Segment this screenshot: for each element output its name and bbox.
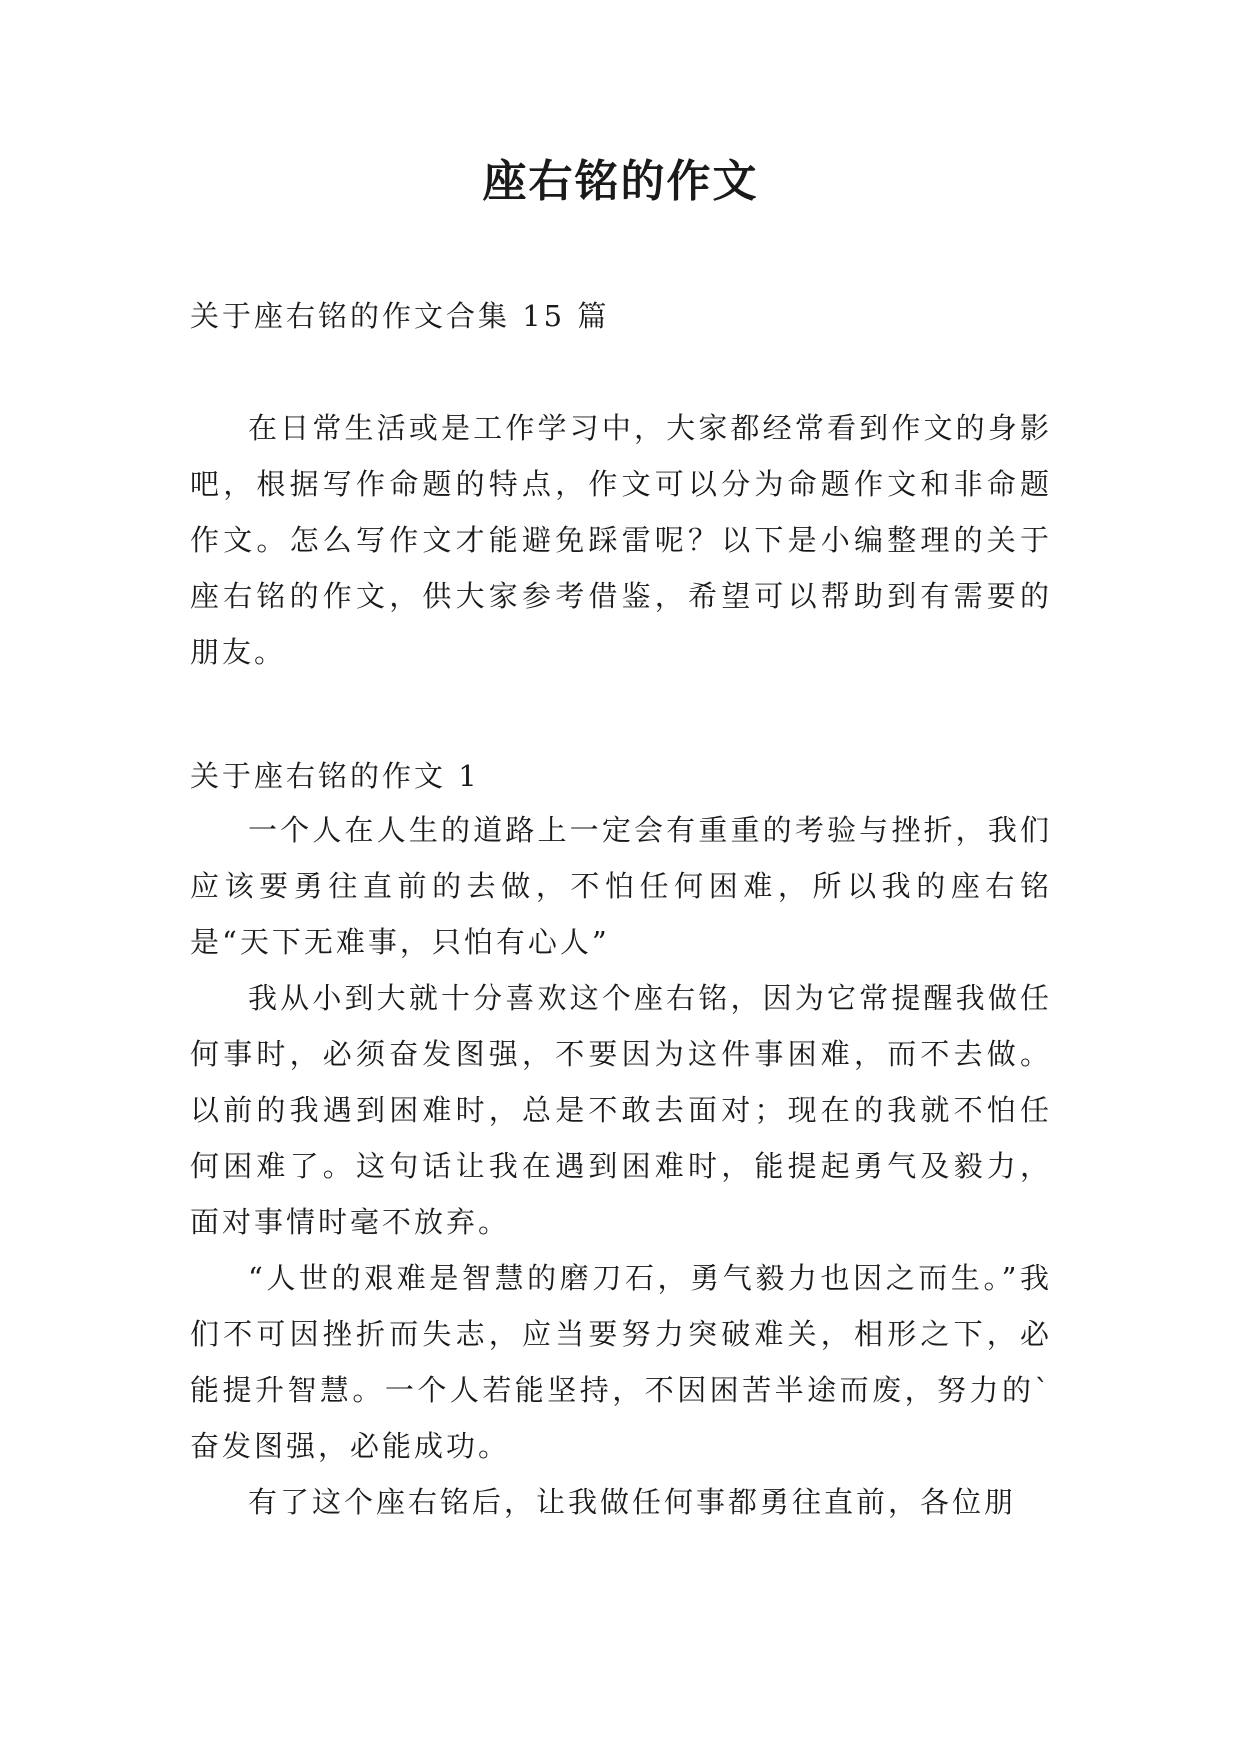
essay-1-paragraph: “人世的艰难是智慧的磨刀石，勇气毅力也因之而生。”我们不可因挫折而失志，应当要努力突破难关，相形之下，必能提升智慧。一个人若能坚持，不因困苦半途而废，努力的`奋发图强，必能成功。 — [190, 1261, 1052, 1463]
essay-1-body — [190, 802, 1052, 1530]
essay-1-paragraph: 有了这个座右铭后，让我做任何事都勇往直前，各位朋 — [248, 1485, 1017, 1519]
intro-paragraph: 在日常生活或是工作学习中，大家都经常看到作文的身影吧，根据写作命题的特点，作文可以分为命题作文和非命题作文。怎么写作文才能避免踩雷呢？以下是小编整理的关于座右铭的作文，供大家参考借鉴，希望可以帮助到有需要的朋友。 — [190, 411, 1052, 669]
essay-1-paragraph: 我从小到大就十分喜欢这个座右铭，因为它常提醒我做任何事时，必须奋发图强，不要因为这件事困难，而不去做。以前的我遇到困难时，总是不敢去面对；现在的我就不怕任何困难了。这句话让我在遇到困难时，能提起勇气及毅力，面对事情时毫不放弃。 — [190, 981, 1052, 1239]
essay-1-heading: 关于座右铭的作文 1 — [190, 759, 480, 793]
essay-1-paragraph: 一个人在人生的道路上一定会有重重的考验与挫折，我们应该要勇往直前的去做，不怕任何困难，所以我的座右铭是“天下无难事，只怕有心人” — [190, 813, 1052, 959]
document-title: 座右铭的作文 — [482, 156, 759, 207]
collection-subtitle: 关于座右铭的作文合集 15 篇 — [190, 299, 610, 333]
